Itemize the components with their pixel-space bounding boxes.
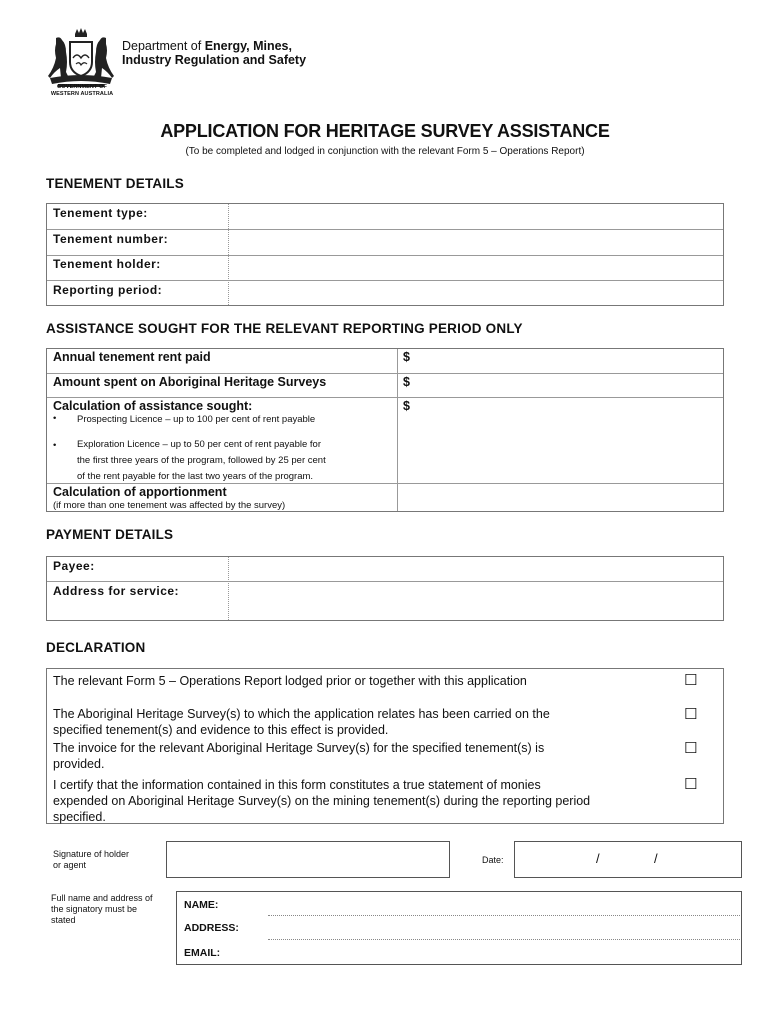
bullet-exploration-line3: of the rent payable for the last two years of the program. [77, 471, 314, 482]
payee-field[interactable] [230, 558, 722, 580]
wa-crest-logo [44, 28, 118, 90]
surveys-spent-currency[interactable]: $ [403, 375, 410, 389]
bullet-prospecting: Prospecting Licence – up to 100 per cent of rent payable [77, 414, 316, 425]
gov-line-1: GOVERNMENT OF [57, 84, 107, 90]
tenement-details-heading: TENEMENT DETAILS [46, 176, 184, 191]
address-for-service-field[interactable] [230, 583, 722, 619]
full-name-note-line1: Full name and address of [51, 893, 153, 903]
tenement-type-label: Tenement type: [53, 206, 148, 220]
row-divider [47, 373, 723, 374]
reporting-period-field[interactable] [230, 282, 722, 305]
date-field[interactable] [514, 841, 742, 878]
email-label: EMAIL: [184, 947, 221, 959]
payment-details-heading: PAYMENT DETAILS [46, 527, 174, 542]
declaration-item-4-line1: I certify that the information contained in this form constitutes a true statement of monies [53, 778, 541, 792]
declaration-item-4-line2: expended on Aboriginal Heritage Survey(s) on the mining tenement(s) during the reporting period [53, 794, 591, 808]
email-field[interactable] [268, 946, 738, 963]
apportionment-field[interactable] [399, 485, 722, 510]
annual-rent-label: Annual tenement rent paid [53, 350, 211, 364]
calculation-label: Calculation of assistance sought: [53, 399, 253, 413]
gov-line-2: WESTERN AUSTRALIA [50, 91, 114, 97]
full-name-note-line3: stated [51, 915, 76, 925]
calculation-currency[interactable]: $ [403, 399, 410, 413]
declaration-item-4-line3: specified. [53, 810, 106, 824]
payment-column-divider [228, 557, 229, 620]
signature-field[interactable] [166, 841, 450, 878]
declaration-heading: DECLARATION [46, 640, 146, 655]
row-divider [47, 280, 723, 281]
tenement-number-field[interactable] [230, 231, 722, 254]
declaration-item-3-line2: provided. [53, 757, 105, 771]
reporting-period-label: Reporting period: [53, 283, 163, 297]
department-name-line1: Department of Energy, Mines, [122, 39, 292, 53]
declaration-checkbox-3[interactable]: ☐ [684, 739, 698, 757]
full-name-note-line2: the signatory must be [51, 904, 138, 914]
declaration-item-3-line1: The invoice for the relevant Aboriginal Heritage Survey(s) for the specified tenement(s) is [53, 741, 545, 755]
tenement-number-label: Tenement number: [53, 232, 169, 246]
bullet-icon: • [53, 440, 57, 451]
form-subtitle: (To be completed and lodged in conjunction with the relevant Form 5 – Operations Report) [185, 146, 585, 157]
declaration-item-2-line2: specified tenement(s) and evidence to this effect is provided. [53, 723, 389, 737]
payee-label: Payee: [53, 559, 95, 573]
date-separator-1: / [596, 851, 600, 866]
apportionment-note: (if more than one tenement was affected by the survey) [53, 500, 286, 511]
form-title: APPLICATION FOR HERITAGE SURVEY ASSISTANCE [160, 121, 610, 141]
declaration-item-2-line1: The Aboriginal Heritage Survey(s) to which the application relates has been carried on the [53, 707, 550, 721]
tenement-type-field[interactable] [230, 205, 722, 228]
address-for-service-label: Address for service: [53, 584, 180, 598]
assistance-heading: ASSISTANCE SOUGHT FOR THE RELEVANT REPORTING PERIOD ONLY [46, 321, 523, 336]
bullet-exploration-line1: Exploration Licence – up to 50 per cent of rent payable for [77, 439, 321, 450]
row-divider [47, 397, 723, 398]
annual-rent-currency[interactable]: $ [403, 350, 410, 364]
signature-label-line2: or agent [53, 860, 87, 870]
tenement-holder-label: Tenement holder: [53, 257, 161, 271]
row-divider [47, 581, 723, 582]
declaration-item-1: The relevant Form 5 – Operations Report lodged prior or together with this application [53, 674, 527, 688]
date-label: Date: [482, 855, 504, 865]
bullet-icon: • [53, 413, 57, 424]
row-divider [47, 229, 723, 230]
apportionment-label: Calculation of apportionment [53, 485, 227, 499]
address-field[interactable] [268, 939, 740, 940]
department-name-line2: Industry Regulation and Safety [122, 53, 307, 67]
signature-label-line1: Signature of holder [53, 849, 130, 859]
surveys-spent-label: Amount spent on Aboriginal Heritage Surveys [53, 375, 327, 389]
bullet-exploration-line2: the first three years of the program, followed by 25 per cent [77, 455, 326, 466]
declaration-checkbox-2[interactable]: ☐ [684, 705, 698, 723]
name-field[interactable] [268, 915, 740, 916]
tenement-holder-field[interactable] [230, 256, 722, 279]
address-label: ADDRESS: [184, 922, 239, 934]
date-separator-2: / [654, 851, 658, 866]
declaration-checkbox-1[interactable]: ☐ [684, 671, 698, 689]
name-label: NAME: [184, 899, 219, 911]
declaration-checkbox-4[interactable]: ☐ [684, 775, 698, 793]
